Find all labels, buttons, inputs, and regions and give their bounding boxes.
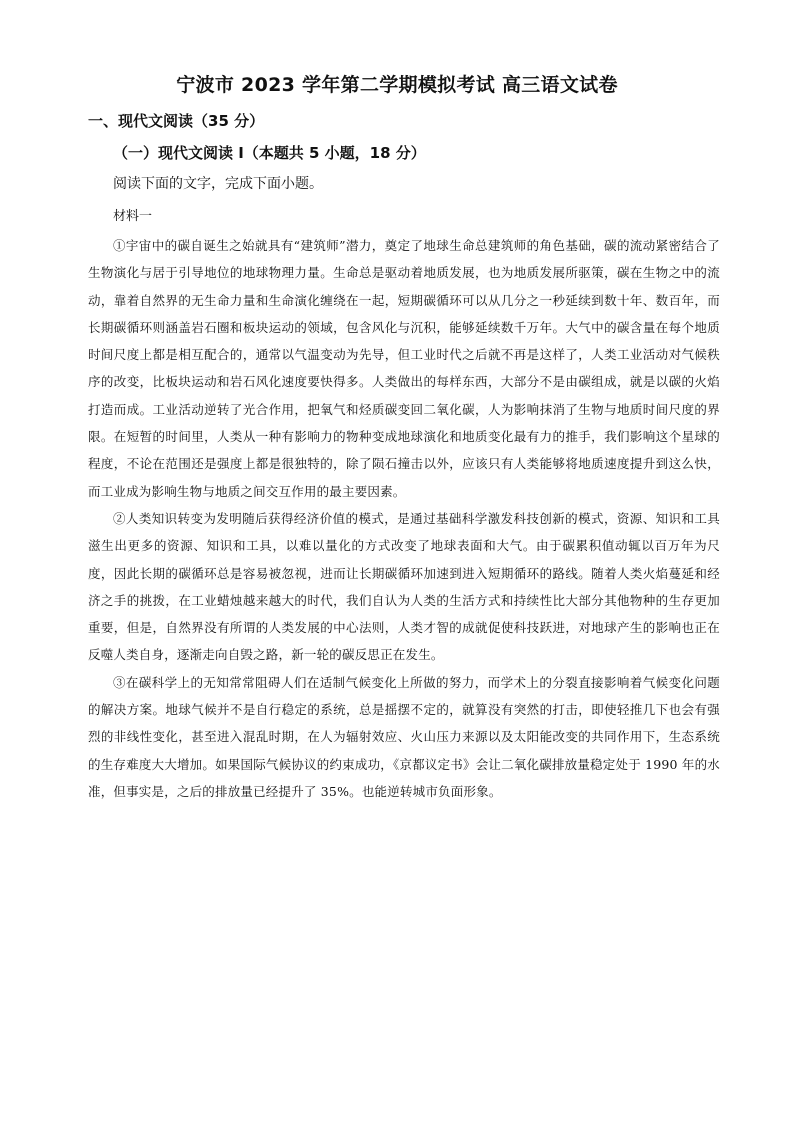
section-heading: 一、现代文阅读（35 分） <box>88 112 265 130</box>
material-label: 材料一 <box>113 209 153 224</box>
passage-body <box>88 232 720 805</box>
reading-instruction: 阅读下面的文字，完成下面小题。 <box>113 176 323 192</box>
sub-section-heading: （一）现代文阅读 I（本题共 5 小题，18 分） <box>113 144 426 162</box>
passage-paragraph-2: ②人类知识转变为发明随后获得经济价值的模式，是通过基础科学激发科技创新的模式，资源、知识和工具滋生出更多的资源、知识和工具，以难以量化的方式改变了地球表面和大气。由于碳累积值动辄以百万年为尺度，因此长期的碳循环总是容易被忽视，进而让长期碳循环加速到进入短期循环的路线。随着人类火焰蔓延和经济之手的挑拨，在工业蜡烛越来越大的时代，我们自认为人类的生活方式和持续性比大部分其他物种的生存更加重要，但是，自然界没有所谓的人类发展的中心法则，人类才智的成就促使科技跃进，对地球产生的影响也正在反噬人类自身，逐渐走向自毁之路，新一轮的碳反思正在发生。 <box>88 510 720 663</box>
exam-title: 宁波市 2023 学年第二学期模拟考试 高三语文试卷 <box>176 74 618 96</box>
passage-paragraph-3: ③在碳科学上的无知常常阻碍人们在适制气候变化上所做的努力，而学术上的分裂直接影响着气候变化问题的解决方案。地球气候并不是自行稳定的系统，总是摇摆不定的，就算没有突然的打击，即使轻推几下也会有强烈的非线性变化，甚至进入混乱时期，在人为辐射效应、火山压力来源以及太阳能改变的共同作用下，生态系统的生存难度大大增加。如果国际气候协议的约束成功，《京都议定书》会让二氧化碳排放量稳定处于 1990 年的水准，但事实是，之后的排放量已经提升了 35%。也能逆转城市负面形象。 <box>88 674 720 799</box>
passage-paragraph-1: ①宇宙中的碳自诞生之始就具有“建筑师”潜力，奠定了地球生命总建筑师的角色基础，碳的流动紧密结合了生物演化与居于引导地位的地球物理力量。生命总是驱动着地质发展，也为地质发展所驱策，碳在生物之中的流动，靠着自然界的无生命力量和生命演化缠绕在一起，短期碳循环可以从几分之一秒延续到数十年、数百年，而长期碳循环则涵盖岩石圈和板块运动的领域，包含风化与沉积，能够延续数千万年。大气中的碳含量在每个地质时间尺度上都是相互配合的，通常以气温变动为先导，但工业时代之后就不再是这样了，人类工业活动对气候秩序的改变，比板块运动和岩石风化速度要快得多。人类做出的每样东西，大部分不是由碳组成，就是以碳的火焰打造而成。工业活动逆转了光合作用，把氧气和烃质碳变回二氧化碳，人为影响抹消了生物与地质时间尺度的界限。在短暂的时间里，人类从一种有影响力的物种变成地球演化和地质变化最有力的推手，我们影响这个星球的程度，不论在范围还是强度上都是很独特的，除了陨石撞击以外，应该只有人类能够将地质速度提升到这么快，而工业成为影响生物与地质之间交互作用的最主要因素。 <box>88 238 720 499</box>
